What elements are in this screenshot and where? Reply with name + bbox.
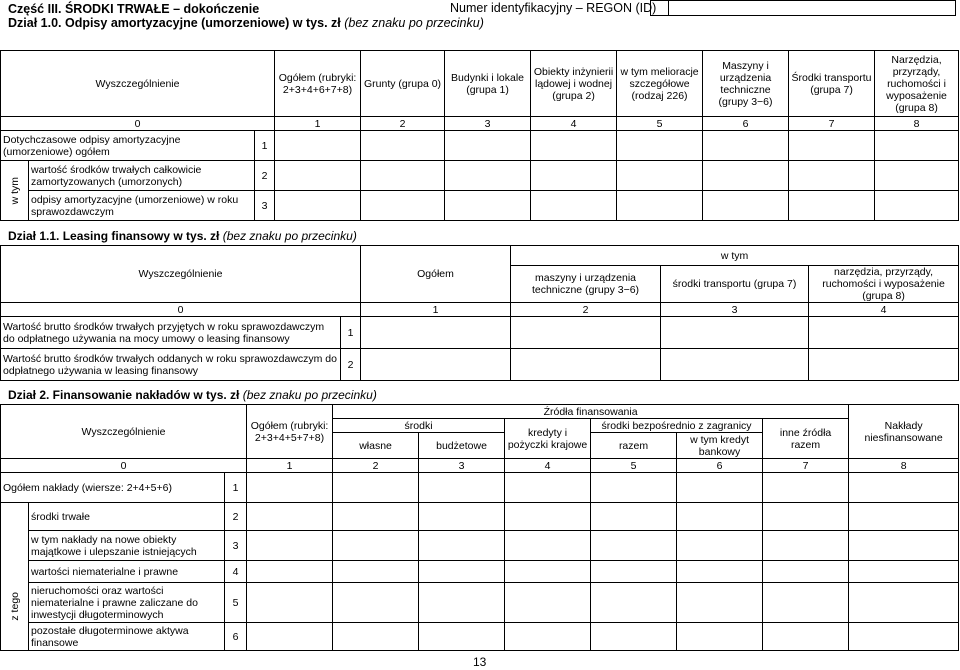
t3-cell[interactable] xyxy=(849,623,959,651)
t1-row-num: 2 xyxy=(255,161,275,191)
t3-cell[interactable] xyxy=(849,503,959,531)
financing-table xyxy=(0,404,959,651)
t3-row-num: 4 xyxy=(225,561,247,583)
t3-cell[interactable] xyxy=(677,473,763,503)
t1-cell[interactable] xyxy=(617,161,703,191)
t2-colnum: 1 xyxy=(361,303,511,317)
t3-cell[interactable] xyxy=(247,503,333,531)
t1-header-spec: Wyszczególnienie xyxy=(1,51,275,117)
t3-row-label: nieruchomości oraz wartości niematerialne i prawne zaliczane do inwestycji długoterminowych xyxy=(29,583,225,623)
t2-cell[interactable] xyxy=(809,317,959,349)
t2-colnum: 3 xyxy=(661,303,809,317)
t1-colnum: 8 xyxy=(875,117,959,131)
t3-colnum: 3 xyxy=(419,459,505,473)
t2-cell[interactable] xyxy=(661,349,809,381)
section-3-title xyxy=(8,388,377,402)
section-2-title xyxy=(8,229,357,243)
t3-row-num: 2 xyxy=(225,503,247,531)
t1-cell[interactable] xyxy=(875,131,959,161)
t1-colnum: 7 xyxy=(789,117,875,131)
t1-row-num: 1 xyxy=(255,131,275,161)
t3-cell[interactable] xyxy=(763,623,849,651)
t3-row-label: środki trwałe xyxy=(29,503,225,531)
t3-cell[interactable] xyxy=(505,503,591,531)
t3-colnum: 5 xyxy=(591,459,677,473)
t3-cell[interactable] xyxy=(419,583,505,623)
t3-colnum: 6 xyxy=(677,459,763,473)
t3-z-tego: z tego xyxy=(1,503,29,651)
t3-cell[interactable] xyxy=(247,473,333,503)
section-1-title-note: (bez znaku po przecinku) xyxy=(340,16,484,30)
t3-header-srodki: środki xyxy=(333,419,505,433)
t3-cell[interactable] xyxy=(333,561,419,583)
t3-cell[interactable] xyxy=(333,623,419,651)
t3-header-zrodla: Źródła finansowania xyxy=(333,405,849,419)
t3-colnum: 2 xyxy=(333,459,419,473)
t3-cell[interactable] xyxy=(591,473,677,503)
t3-header-kredyty: kredyty i pożyczki krajowe xyxy=(505,419,591,459)
t1-colnum: 1 xyxy=(275,117,361,131)
t3-cell[interactable] xyxy=(505,531,591,561)
t1-row-label: odpisy amortyzacyjne (umorzeniowe) w roku sprawozdawczym xyxy=(29,191,255,221)
t3-cell[interactable] xyxy=(333,531,419,561)
t1-header-melioracje: w tym melioracje szczegółowe (rodzaj 226) xyxy=(617,51,703,117)
t3-cell[interactable] xyxy=(849,531,959,561)
t1-cell[interactable] xyxy=(789,191,875,221)
t3-colnum: 0 xyxy=(1,459,247,473)
t1-cell[interactable] xyxy=(789,161,875,191)
regon-label: Numer identyfikacyjny – REGON (ID) xyxy=(450,1,657,15)
t3-row-label: w tym nakłady na nowe obiekty majątkowe i ulepszanie istniejących xyxy=(29,531,225,561)
t2-cell[interactable] xyxy=(809,349,959,381)
t3-header-budzetowe: budżetowe xyxy=(419,433,505,459)
t3-header-naklady: Nakłady niesfinansowane xyxy=(849,405,959,459)
t2-header-narzedzia: narzędzia, przyrządy, ruchomości i wyposażenie (grupa 8) xyxy=(809,266,959,303)
t1-row-label: wartość środków trwałych całkowicie zamortyzowanych (umorzonych) xyxy=(29,161,255,191)
section-1-title xyxy=(8,16,484,30)
t1-header-maszyny: Maszyny i urządzenia techniczne (grupy 3−6) xyxy=(703,51,789,117)
regon-input[interactable] xyxy=(650,0,956,16)
t2-cell[interactable] xyxy=(511,349,661,381)
t2-row-num: 1 xyxy=(341,317,361,349)
t1-header-narzedzia: Narzędzia, przyrządy, ruchomości i wyposażenie (grupa 8) xyxy=(875,51,959,117)
t1-cell[interactable] xyxy=(703,161,789,191)
t1-colnum: 0 xyxy=(1,117,275,131)
t3-row-num: 1 xyxy=(225,473,247,503)
t3-cell[interactable] xyxy=(419,623,505,651)
t3-header-razem: razem xyxy=(591,433,677,459)
t3-row-num: 5 xyxy=(225,583,247,623)
t3-cell[interactable] xyxy=(419,561,505,583)
t1-cell[interactable] xyxy=(875,161,959,191)
t3-cell[interactable] xyxy=(677,623,763,651)
t3-cell[interactable] xyxy=(247,623,333,651)
t1-cell[interactable] xyxy=(703,131,789,161)
t3-header-spec: Wyszczególnienie xyxy=(1,405,247,459)
t3-cell[interactable] xyxy=(591,623,677,651)
t2-colnum: 4 xyxy=(809,303,959,317)
t3-cell[interactable] xyxy=(591,583,677,623)
t3-cell[interactable] xyxy=(849,473,959,503)
t3-cell[interactable] xyxy=(763,473,849,503)
depreciation-table xyxy=(0,50,959,221)
t1-cell[interactable] xyxy=(361,131,445,161)
t3-row-label: pozostałe długoterminowe aktywa finansowe xyxy=(29,623,225,651)
t3-cell[interactable] xyxy=(505,583,591,623)
t1-cell[interactable] xyxy=(445,161,531,191)
t3-cell[interactable] xyxy=(763,531,849,561)
t3-row-num: 6 xyxy=(225,623,247,651)
t2-row-label: Wartość brutto środków trwałych przyjętych w roku sprawozdawczym do odpłatnego używania na mocy umowy o leasing finansowy xyxy=(1,317,341,349)
t3-cell[interactable] xyxy=(247,531,333,561)
t2-cell[interactable] xyxy=(661,317,809,349)
t3-cell[interactable] xyxy=(419,503,505,531)
t2-row-label: Wartość brutto środków trwałych oddanych w roku sprawozdawczym do odpłatnego używania w leasing finansowy xyxy=(1,349,341,381)
t2-colnum: 2 xyxy=(511,303,661,317)
t3-cell[interactable] xyxy=(333,503,419,531)
t1-cell[interactable] xyxy=(275,191,361,221)
t1-colnum: 4 xyxy=(531,117,617,131)
t1-cell[interactable] xyxy=(531,191,617,221)
t2-header-ogolem: Ogółem xyxy=(361,246,511,303)
t2-row-num: 2 xyxy=(341,349,361,381)
t1-cell[interactable] xyxy=(445,191,531,221)
t1-cell[interactable] xyxy=(531,161,617,191)
t2-header-maszyny: maszyny i urządzenia techniczne (grupy 3−6) xyxy=(511,266,661,303)
t3-cell[interactable] xyxy=(247,561,333,583)
t3-cell[interactable] xyxy=(247,583,333,623)
t2-cell[interactable] xyxy=(361,349,511,381)
t3-cell[interactable] xyxy=(677,561,763,583)
t1-header-budynki: Budynki i lokale (grupa 1) xyxy=(445,51,531,117)
t3-colnum: 4 xyxy=(505,459,591,473)
t2-cell[interactable] xyxy=(511,317,661,349)
t3-cell[interactable] xyxy=(849,561,959,583)
t1-cell[interactable] xyxy=(361,191,445,221)
t3-cell[interactable] xyxy=(763,561,849,583)
t3-row-num: 3 xyxy=(225,531,247,561)
t1-cell[interactable] xyxy=(275,131,361,161)
leasing-table xyxy=(0,245,959,381)
section-3-title-note: (bez znaku po przecinku) xyxy=(239,388,377,402)
t3-cell[interactable] xyxy=(763,503,849,531)
t3-cell[interactable] xyxy=(505,623,591,651)
section-2-title-bold: Dział 1.1. Leasing finansowy w tys. zł xyxy=(8,229,220,243)
t3-cell[interactable] xyxy=(419,531,505,561)
t1-cell[interactable] xyxy=(875,191,959,221)
t1-header-ogolem: Ogółem (rubryki: 2+3+4+6+7+8) xyxy=(275,51,361,117)
t1-cell[interactable] xyxy=(703,191,789,221)
t1-cell[interactable] xyxy=(617,131,703,161)
t3-cell[interactable] xyxy=(505,561,591,583)
t3-cell[interactable] xyxy=(849,583,959,623)
t1-cell[interactable] xyxy=(275,161,361,191)
t3-cell[interactable] xyxy=(591,503,677,531)
t1-colnum: 3 xyxy=(445,117,531,131)
page-title: Część III. ŚRODKI TRWAŁE – dokończenie xyxy=(8,2,260,16)
t1-w-tym: w tym xyxy=(1,161,29,221)
t1-cell[interactable] xyxy=(617,191,703,221)
t3-cell[interactable] xyxy=(763,583,849,623)
t3-header-kredyt-bankowy: w tym kredyt bankowy xyxy=(677,433,763,459)
t3-cell[interactable] xyxy=(591,531,677,561)
t3-colnum: 1 xyxy=(247,459,333,473)
t2-cell[interactable] xyxy=(361,317,511,349)
t1-header-obiekty: Obiekty inżynierii lądowej i wodnej (grupa 2) xyxy=(531,51,617,117)
t1-header-grunty: Grunty (grupa 0) xyxy=(361,51,445,117)
t1-row-label: Dotychczasowe odpisy amortyzacyjne (umorzeniowe) ogółem xyxy=(1,131,255,161)
t3-colnum: 7 xyxy=(763,459,849,473)
t1-colnum: 5 xyxy=(617,117,703,131)
t1-colnum: 6 xyxy=(703,117,789,131)
t3-cell[interactable] xyxy=(505,473,591,503)
t3-row-label: wartości niematerialne i prawne xyxy=(29,561,225,583)
t3-header-wlasne: własne xyxy=(333,433,419,459)
t1-cell[interactable] xyxy=(445,131,531,161)
t3-cell[interactable] xyxy=(333,583,419,623)
section-1-title-bold: Dział 1.0. Odpisy amortyzacyjne (umorzeniowe) w tys. zł xyxy=(8,16,341,30)
t1-header-transport: Środki transportu (grupa 7) xyxy=(789,51,875,117)
t3-cell[interactable] xyxy=(419,473,505,503)
t1-cell[interactable] xyxy=(789,131,875,161)
t3-header-bezposrednio: środki bezpośrednio z zagranicy xyxy=(591,419,763,433)
t1-cell[interactable] xyxy=(531,131,617,161)
t2-header-w-tym: w tym xyxy=(511,246,959,266)
t3-cell[interactable] xyxy=(333,473,419,503)
t3-cell[interactable] xyxy=(591,561,677,583)
t1-row-num: 3 xyxy=(255,191,275,221)
t2-header-spec: Wyszczególnienie xyxy=(1,246,361,303)
section-3-title-bold: Dział 2. Finansowanie nakładów w tys. zł xyxy=(8,388,240,402)
t3-colnum: 8 xyxy=(849,459,959,473)
t3-row-label: Ogółem nakłady (wiersze: 2+4+5+6) xyxy=(1,473,225,503)
t2-colnum: 0 xyxy=(1,303,361,317)
section-2-title-note: (bez znaku po przecinku) xyxy=(219,229,357,243)
t2-header-transport: środki transportu (grupa 7) xyxy=(661,266,809,303)
page-number: 13 xyxy=(473,655,487,669)
t3-header-ogolem: Ogółem (rubryki: 2+3+4+5+7+8) xyxy=(247,405,333,459)
t3-cell[interactable] xyxy=(677,503,763,531)
t1-cell[interactable] xyxy=(361,161,445,191)
t3-cell[interactable] xyxy=(677,583,763,623)
t1-colnum: 2 xyxy=(361,117,445,131)
t3-cell[interactable] xyxy=(677,531,763,561)
t3-header-inne: inne źródła razem xyxy=(763,419,849,459)
